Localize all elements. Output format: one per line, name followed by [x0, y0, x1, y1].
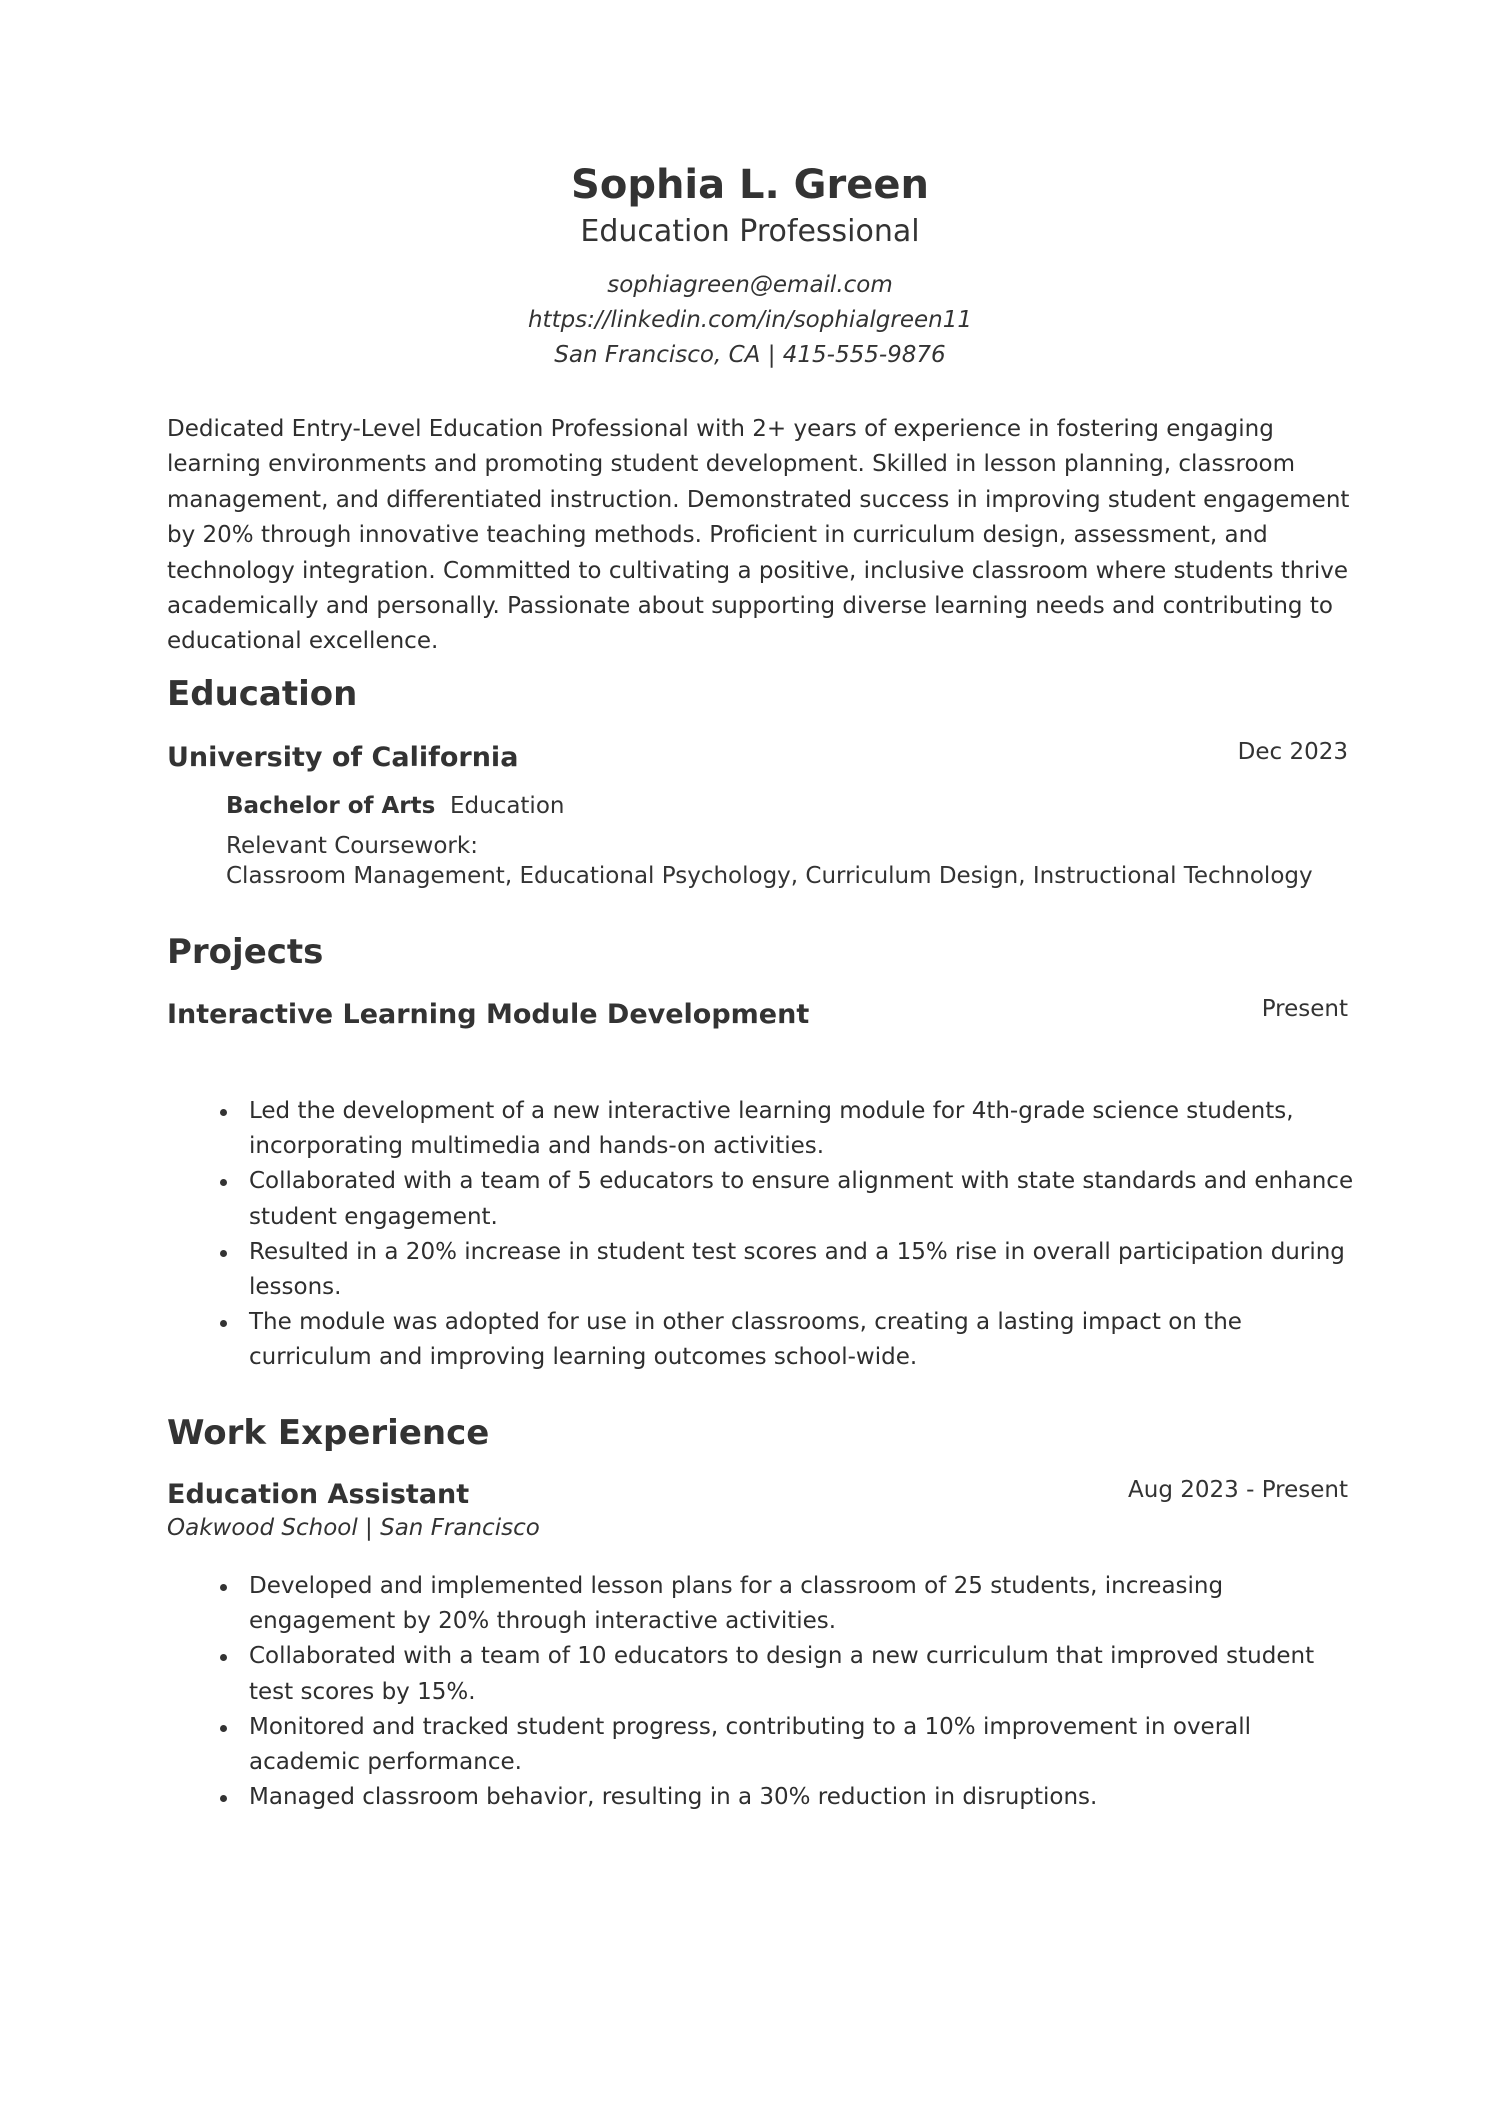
bullet-icon — [220, 1654, 227, 1661]
professional-summary: Dedicated Entry-Level Education Professional with 2+ years of experience in fostering engaging learning environments and promoting student development. Skilled in lesson planning, classroom management, and differentiated instruction. Demonstrated success in improving student engagement by 20% through innovative teaching methods. Proficient in curriculum design, assessment, and technology integration. Committed to cultivating a positive, inclusive classroom where students thrive academically and personally. Passionate about supporting diverse learning needs and contributing to educational excellence. — [167, 416, 1350, 655]
bullet-icon — [220, 1179, 227, 1186]
list-item: Managed classroom behavior, resulting in a 30% reduction in disruptions. — [167, 1780, 1357, 1815]
candidate-title: Education Professional — [580, 214, 920, 249]
list-item: Resulted in a 20% increase in student test scores and a 15% rise in overall participation during lessons. — [167, 1235, 1357, 1305]
list-item: Led the development of a new interactive learning module for 4th-grade science students, incorporating multimedia and hands-on activities. — [167, 1094, 1357, 1164]
list-item: Collaborated with a team of 10 educators to design a new curriculum that improved student test scores by 15%. — [167, 1639, 1357, 1709]
bullet-icon — [220, 1725, 227, 1732]
candidate-name: Sophia L. Green — [571, 162, 929, 208]
education-heading: Education — [167, 674, 358, 714]
bullet-icon — [220, 1584, 227, 1591]
location-phone: San Francisco, CA | 415-555-9876 — [554, 342, 946, 368]
job-employer: Oakwood School | San Francisco — [167, 1515, 540, 1541]
bullet-icon — [220, 1250, 227, 1257]
education-degree-line — [226, 789, 564, 823]
education-degree: Bachelor of Arts — [226, 793, 436, 819]
linkedin-link[interactable]: https://linkedin.com/in/sophialgreen11 — [527, 307, 973, 333]
contact-info — [0, 268, 1500, 373]
bullet-icon — [220, 1795, 227, 1802]
work-heading: Work Experience — [167, 1413, 490, 1453]
job-title: Education Assistant — [167, 1479, 470, 1510]
list-item: The module was adopted for use in other classrooms, creating a lasting impact on the curriculum and improving learning outcomes school-wide. — [167, 1305, 1357, 1375]
email-link[interactable]: sophiagreen@email.com — [607, 272, 893, 298]
projects-heading: Projects — [167, 932, 324, 972]
coursework-label: Relevant Coursework: — [226, 833, 478, 859]
bullet-icon — [220, 1320, 227, 1327]
list-item: Monitored and tracked student progress, contributing to a 10% improvement in overall academic performance. — [167, 1710, 1357, 1780]
bullet-icon — [220, 1109, 227, 1116]
education-date: Dec 2023 — [1237, 739, 1348, 765]
coursework-list: Classroom Management, Educational Psychology, Curriculum Design, Instructional Technology — [226, 863, 1313, 889]
work-bullets — [167, 1569, 1357, 1815]
project-title: Interactive Learning Module Development — [167, 999, 810, 1030]
resume-header — [0, 158, 1500, 373]
education-school: University of California — [167, 742, 519, 773]
list-item: Developed and implemented lesson plans for a classroom of 25 students, increasing engagement by 20% through interactive activities. — [167, 1569, 1357, 1639]
education-field: Education — [449, 793, 565, 819]
project-bullets — [167, 1094, 1357, 1376]
list-item: Collaborated with a team of 5 educators to ensure alignment with state standards and enhance student engagement. — [167, 1164, 1357, 1234]
project-date: Present — [1261, 996, 1348, 1022]
job-date: Aug 2023 - Present — [1128, 1477, 1348, 1503]
